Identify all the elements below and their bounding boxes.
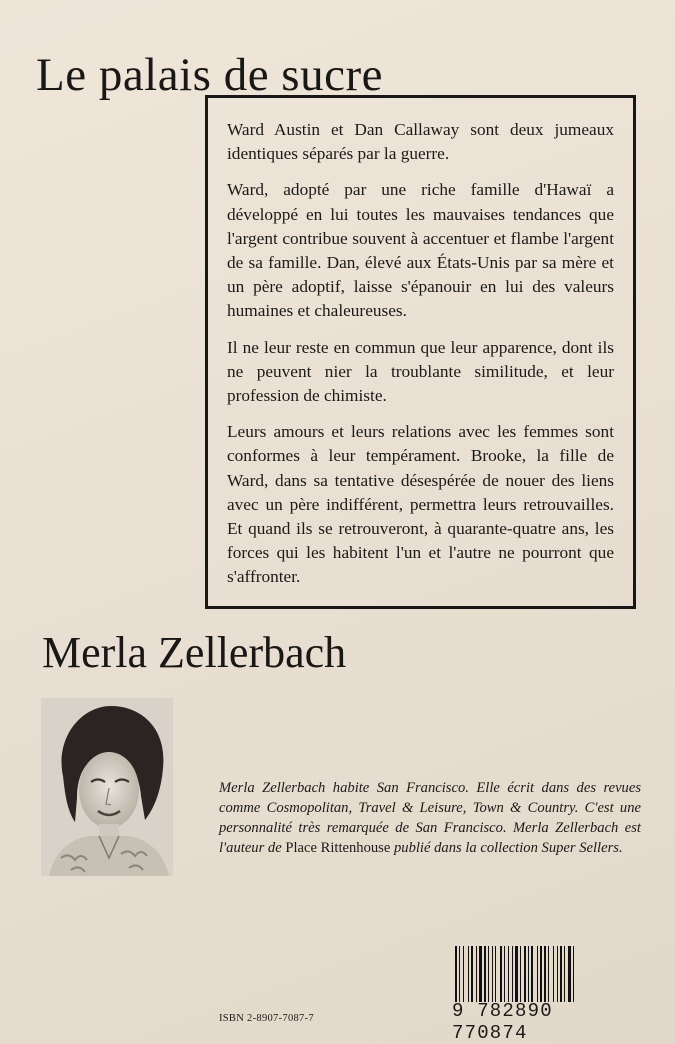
barcode-bar [568,946,571,1002]
barcode-bar [573,946,574,1002]
barcode-bar [455,946,457,1002]
barcode-number: 9 782890 770874 [452,1000,553,1044]
barcode-bar [459,946,460,1002]
barcode-bar [557,946,558,1002]
barcode-bar [560,946,562,1002]
bio-book-reference: Place Rittenhouse [285,840,391,856]
barcode-bar [544,946,546,1002]
barcode-bars [452,946,610,1002]
bio-text: Merla Zellerbach habite San Francisco. Elle écrit dans des revues comme Cosmopolitan, Travel & Leisure, Town & Country. C'est une personnalité très remarquée de San Francisco. Merla Zellerbach est l'auteur de [219,780,641,856]
author-name: Merla Zellerbach [42,628,347,677]
barcode-bar [548,946,549,1002]
barcode-bar [471,946,473,1002]
barcode-bar [508,946,509,1002]
author-portrait-icon [41,698,173,876]
barcode-bar [504,946,505,1002]
barcode-bar [537,946,538,1002]
synopsis-paragraph: Ward, adopté par une riche famille d'Hawaï a développé en lui toutes les mauvaises tendances que l'argent contribue souvent à accentuer et flambe l'argent de sa famille. Dan, élevé aux États-Unis par sa mère et un père adoptif, laisse s'épanouir en lui des valeurs humaines et chaleureuses. [227,180,614,321]
barcode-bar [484,946,486,1002]
author-bio [219,778,641,858]
synopsis-paragraph: Leurs amours et leurs relations avec les femmes sont conformes à leur tempérament. Brooke, la fille de Ward, dans sa tentative désespérée de nouer des liens avec un père indifférent, permettra leurs retrouvailles. Et quand ils se retrouveront, à quarante-quatre ans, les forces qui les habitent l'un et l'autre ne pourront que s'affronter. [227,422,614,587]
barcode-bar [463,946,464,1002]
barcode-bar [495,946,496,1002]
barcode-bar [512,946,513,1002]
bio-text-end: publié dans la collection Super Sellers. [390,840,623,856]
barcode-bar [553,946,554,1002]
book-title: Le palais de sucre [36,49,383,101]
barcode-bar [520,946,521,1002]
barcode-bar [531,946,533,1002]
portrait-drawing [41,698,173,876]
barcode-bar [476,946,477,1002]
synopsis-paragraph: Il ne leur reste en commun que leur apparence, dont ils ne peuvent nier la troublante similitude, et leur profession de chimiste. [227,337,614,406]
synopsis-paragraph: Ward Austin et Dan Callaway sont deux jumeaux identiques séparés par la guerre. [227,120,614,164]
synopsis-box [205,95,636,609]
barcode-bar [515,946,518,1002]
isbn-label: ISBN 2-8907-7087-7 [219,1013,314,1024]
barcode-bar [540,946,542,1002]
barcode-bar [488,946,489,1002]
barcode-bar [500,946,502,1002]
barcode-bar [564,946,565,1002]
barcode-bar [479,946,482,1002]
barcode-bar [492,946,493,1002]
barcode-bar [468,946,469,1002]
barcode-bar [528,946,529,1002]
barcode-bar [524,946,526,1002]
